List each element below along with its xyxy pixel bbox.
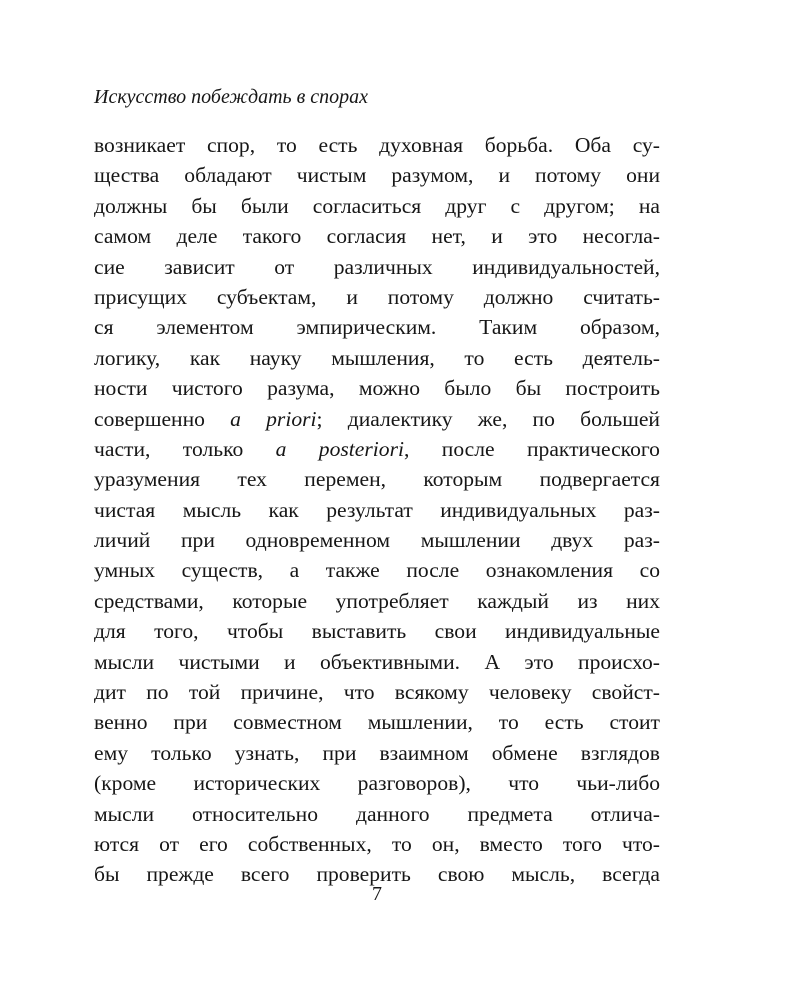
text-line [94, 738, 660, 768]
line-text: , после практического [404, 436, 660, 461]
line-text: чистая мысль как результат индивидуальных раз- [94, 497, 660, 522]
text-line [94, 525, 660, 555]
text-line [94, 191, 660, 221]
text-line [94, 616, 660, 646]
text-line [94, 768, 660, 798]
text-line [94, 586, 660, 616]
text-line [94, 495, 660, 525]
line-text: венно при совместном мышлении, то есть стоит [94, 710, 660, 735]
text-line [94, 160, 660, 190]
text-line [94, 434, 660, 464]
line-text: должны бы были согласиться друг с другом; на [94, 193, 660, 218]
text-line [94, 252, 660, 282]
text-line [94, 464, 660, 494]
line-text: присущих субъектам, и потому должно считать- [94, 284, 660, 309]
text-line [94, 647, 660, 677]
line-text: ся элементом эмпирическим. Таким образом, [94, 315, 660, 340]
text-line [94, 404, 660, 434]
page-number: 7 [372, 883, 382, 905]
text-line [94, 799, 660, 829]
italic-term: a priori [230, 406, 317, 431]
line-text: уразумения тех перемен, которым подвергается [94, 467, 660, 492]
line-text: дит по той причине, что всякому человеку свойст- [94, 680, 660, 705]
line-text: ности чистого разума, можно было бы построить [94, 376, 660, 401]
text-line [94, 707, 660, 737]
text-line [94, 555, 660, 585]
line-text: мысли относительно данного предмета отлича- [94, 801, 660, 826]
text-line [94, 343, 660, 373]
text-line [94, 677, 660, 707]
line-text: для того, чтобы выставить свои индивидуальные [94, 619, 660, 644]
body-text [94, 130, 660, 890]
text-line [94, 130, 660, 160]
line-text: ему только узнать, при взаимном обмене взглядов [94, 740, 660, 765]
line-text: совершенно [94, 406, 231, 431]
line-text: ются от его собственных, то он, вместо того что- [94, 831, 660, 856]
line-text: самом деле такого согласия нет, и это несогла- [94, 224, 660, 249]
text-line [94, 282, 660, 312]
line-text: логику, как науку мышления, то есть деятель- [94, 345, 660, 370]
line-text: (кроме исторических разговоров), что чьи-либо [94, 771, 660, 796]
line-text: части, только [94, 436, 276, 461]
text-line [94, 312, 660, 342]
running-head: Искусство побеждать в спорах [94, 86, 369, 108]
text-line [94, 221, 660, 251]
line-text: ; диалектику же, по большей [316, 406, 660, 431]
line-text: личий при одновременном мышлении двух раз- [94, 528, 660, 553]
text-line [94, 829, 660, 859]
line-text: бы прежде всего проверить свою мысль, всегда [94, 862, 660, 887]
line-text: средствами, которые употребляет каждый из них [94, 588, 660, 613]
italic-term: a posteriori [275, 436, 404, 461]
line-text: мысли чистыми и объективными. А это происхо- [94, 649, 660, 674]
line-text: щества обладают чистым разумом, и потому они [94, 163, 660, 188]
line-text: умных существ, а также после ознакомления со [94, 558, 660, 583]
line-text: сие зависит от различных индивидуальностей, [94, 254, 660, 279]
line-text: возникает спор, то есть духовная борьба. Оба су- [94, 133, 660, 157]
text-line [94, 373, 660, 403]
